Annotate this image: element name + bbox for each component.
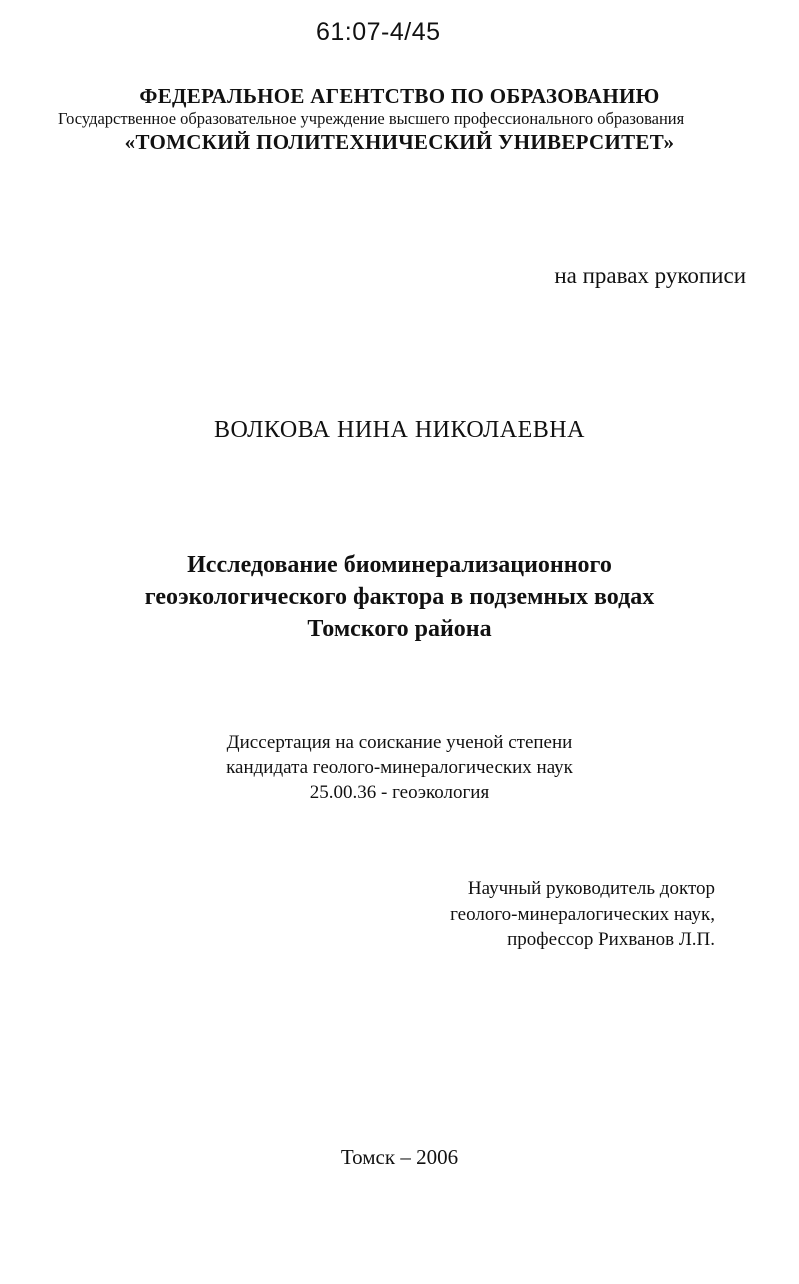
agency-heading: ФЕДЕРАЛЬНОЕ АГЕНТСТВО ПО ОБРАЗОВАНИЮ <box>139 84 660 108</box>
author-name: ВОЛКОВА НИНА НИКОЛАЕВНА <box>214 417 585 443</box>
degree-line: 25.00.36 - геоэкология <box>309 782 490 803</box>
advisor-line: Научный руководитель доктор <box>467 878 715 899</box>
manuscript-note: на правах рукописи <box>554 263 746 288</box>
institution-type: Государственное образовательное учреждение высшего профессионального образования <box>58 109 685 128</box>
title-line: Томского района <box>307 616 492 642</box>
university-name: «ТОМСКИЙ ПОЛИТЕХНИЧЕСКИЙ УНИВЕРСИТЕТ» <box>124 130 675 154</box>
degree-description <box>0 730 799 805</box>
scientific-advisor <box>450 876 715 953</box>
degree-line: Диссертация на соискание ученой степени <box>226 732 573 753</box>
catalog-number: 61:07-4/45 <box>316 18 441 46</box>
title-line: геоэкологического фактора в подземных водах <box>144 584 655 610</box>
dissertation-title <box>0 549 799 645</box>
advisor-line: геолого-минералогических наук, <box>450 903 715 925</box>
place-year: Томск – 2006 <box>340 1145 459 1169</box>
advisor-line: профессор Рихванов Л.П. <box>507 929 715 950</box>
title-line: Исследование биоминерализационного <box>187 552 612 578</box>
degree-line: кандидата геолого-минералогических наук <box>226 757 573 778</box>
